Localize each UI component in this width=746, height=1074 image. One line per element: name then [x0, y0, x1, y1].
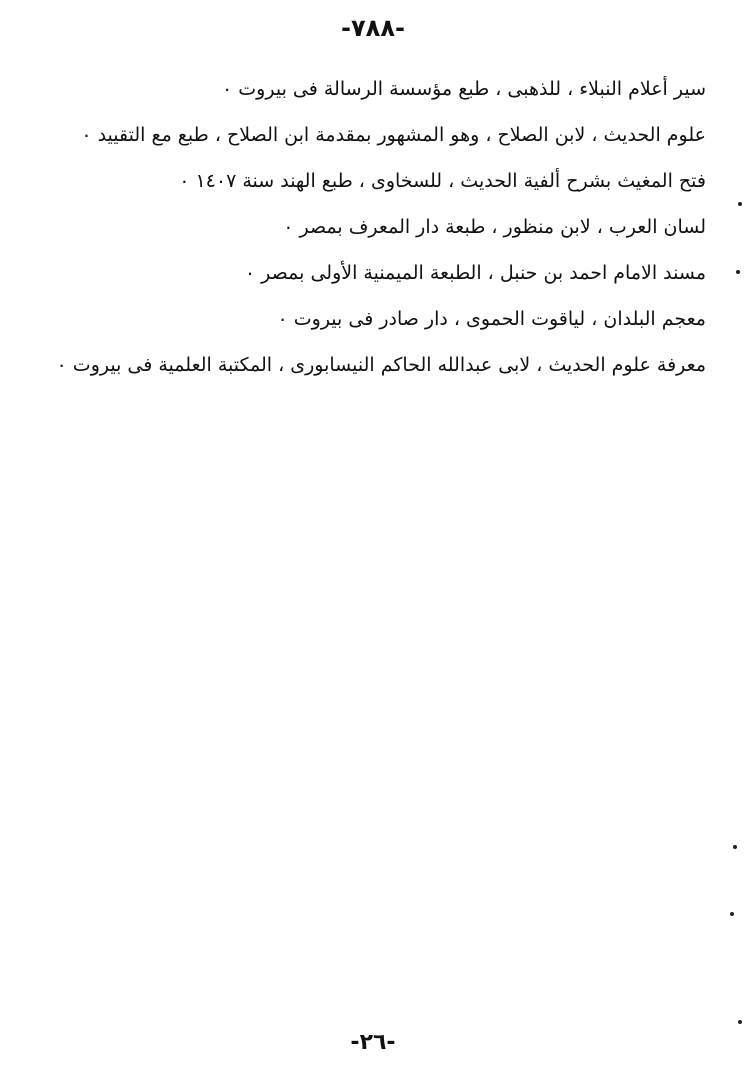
scan-speck — [738, 1020, 742, 1024]
reference-item: فتح المغيث بشرح ألفية الحديث ، للسخاوى ، طبع الهند سنة ١٤٠٧ ٠ — [179, 170, 706, 192]
reference-item: معرفة علوم الحديث ، لابى عبدالله الحاكم النيسابورى ، المكتبة العلمية فى بيروت ٠ — [56, 354, 706, 376]
scan-speck — [733, 845, 737, 849]
scan-speck — [738, 202, 742, 206]
page-number-bottom: -٢٦- — [350, 1030, 396, 1055]
scan-speck — [736, 270, 740, 274]
reference-item: علوم الحديث ، لابن الصلاح ، وهو المشهور بمقدمة ابن الصلاح ، طبع مع التقييد ٠ — [81, 124, 706, 146]
scan-speck — [730, 912, 734, 916]
page-number-top: -٧٨٨- — [341, 14, 405, 42]
reference-item: سير أعلام النبلاء ، للذهبى ، طبع مؤسسة الرسالة فى بيروت ٠ — [222, 78, 706, 100]
reference-item: لسان العرب ، لابن منظور ، طبعة دار المعرف بمصر ٠ — [283, 216, 706, 238]
reference-item: معجم البلدان ، لياقوت الحموى ، دار صادر فى بيروت ٠ — [277, 308, 706, 330]
reference-list — [26, 70, 706, 392]
reference-item: مسند الامام احمد بن حنبل ، الطبعة الميمنية الأولى بمصر ٠ — [244, 262, 706, 284]
